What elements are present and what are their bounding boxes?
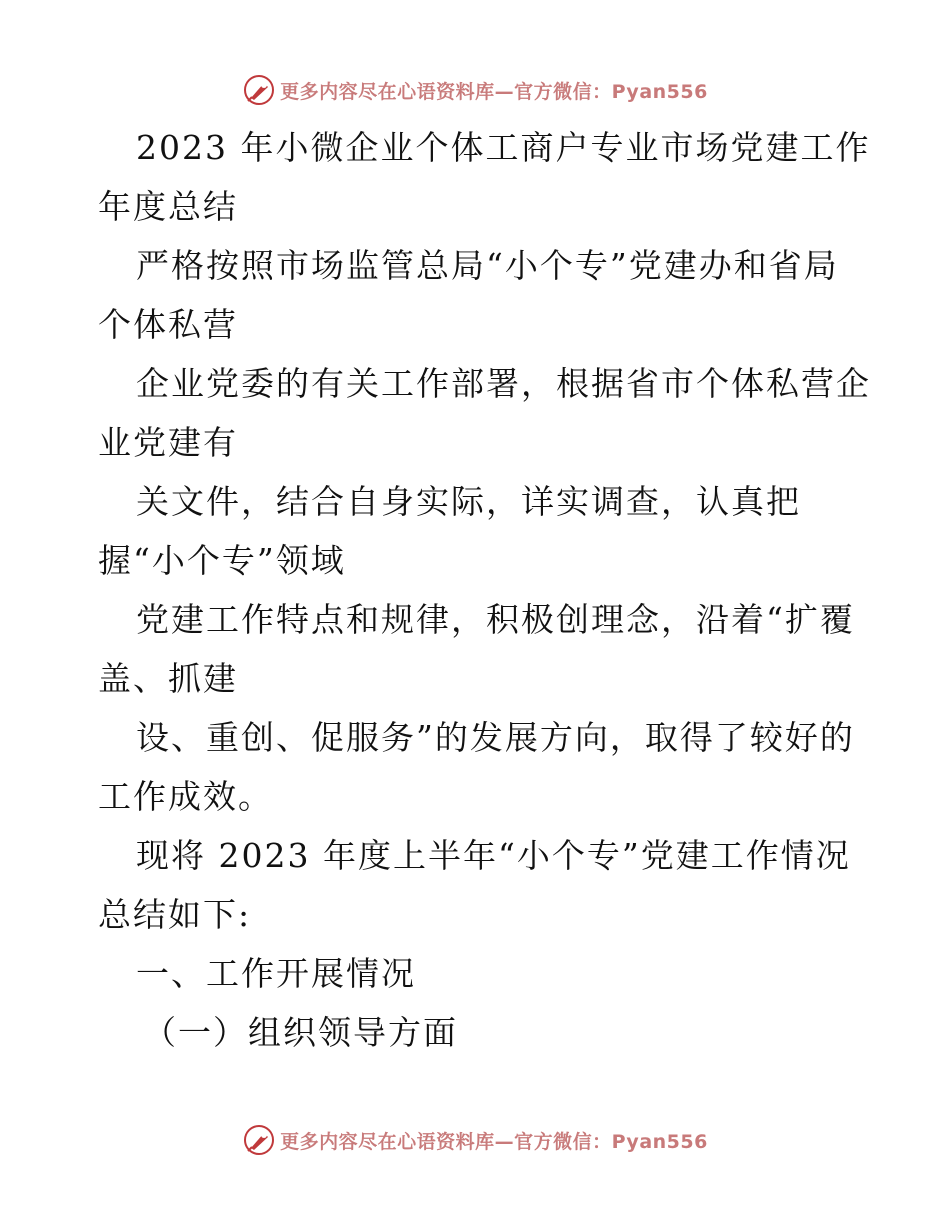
document-body [98, 118, 871, 1062]
watermark-header [0, 70, 950, 110]
paragraph-line: 企业党委的有关工作部署，根据省市个体私营企 [136, 364, 871, 403]
title-line-1: 2023 年小微企业个体工商户专业市场党建工作 [136, 128, 871, 167]
paragraph-line: 党建工作特点和规律，积极创理念，沿着“扩覆 [136, 600, 855, 639]
paragraph-line: 工作成效。 [98, 777, 273, 816]
subsection-heading: （一）组织领导方面 [143, 1013, 458, 1052]
paragraph-line: 设、重创、促服务”的发展方向，取得了较好的 [136, 718, 855, 757]
paragraph-line: 盖、抓建 [98, 659, 238, 698]
paragraph-line: 业党建有 [98, 423, 238, 462]
section-heading: 一、工作开展情况 [136, 954, 416, 993]
pen-nib-logo-icon [242, 1123, 276, 1157]
title-line-2: 年度总结 [98, 187, 238, 226]
paragraph-line: 个体私营 [98, 305, 238, 344]
watermark-footer [0, 1120, 950, 1160]
pen-nib-logo-icon [242, 73, 276, 107]
paragraph-line: 关文件，结合自身实际，详实调查，认真把 [136, 482, 801, 521]
watermark-text: 更多内容尽在心语资料库—官方微信：Pyan556 [280, 80, 708, 103]
paragraph-line: 握“小个专”领域 [98, 541, 346, 580]
watermark-text: 更多内容尽在心语资料库—官方微信：Pyan556 [280, 1130, 708, 1153]
paragraph-line: 严格按照市场监管总局“小个专”党建办和省局 [136, 246, 839, 285]
paragraph-line: 现将 2023 年度上半年“小个专”党建工作情况 [136, 836, 851, 875]
paragraph-line: 总结如下: [98, 895, 252, 934]
